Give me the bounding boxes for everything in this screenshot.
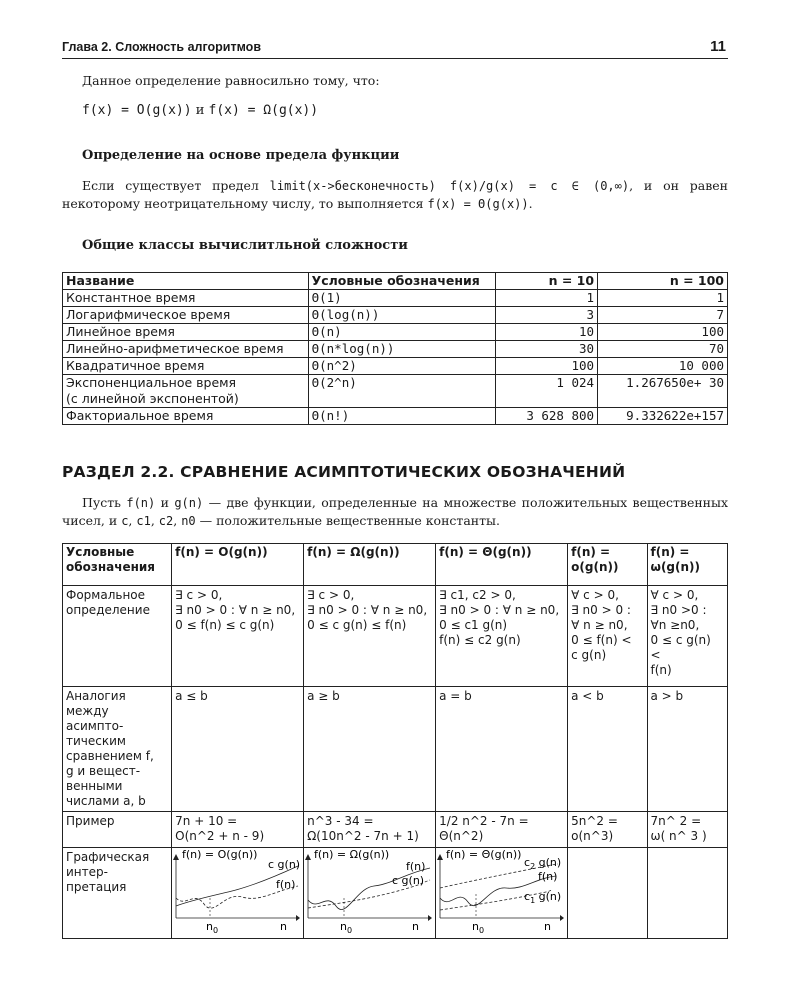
line: ∀n ≥n0, <box>650 618 700 632</box>
line: 7n^ 2 = <box>650 814 702 828</box>
y-arrow-icon <box>437 854 443 860</box>
line: ∀ c > 0, <box>650 588 699 602</box>
para-text: — две функции, определенные на множестве положительных вещественных чисел, и <box>62 495 728 528</box>
section-title: РАЗДЕЛ 2.2. СРАВНЕНИЕ АСИМПТОТИЧЕСКИХ ОБОЗНАЧЕНИЙ <box>62 463 626 481</box>
class-name-line: (с линейной экспонентой) <box>66 391 239 406</box>
n0-letter: n <box>206 920 214 933</box>
big-o-graph <box>172 848 303 934</box>
line: ∃ c > 0, <box>307 588 355 602</box>
example-cell <box>304 812 436 848</box>
row-label-formal: Формальное определение <box>63 586 172 687</box>
c-letter: c <box>524 890 531 903</box>
line: венными <box>66 779 123 793</box>
class-name: Квадратичное время <box>63 358 309 375</box>
upper-label <box>524 856 561 871</box>
line: f(n) <box>650 663 672 677</box>
para-text: и <box>155 495 175 510</box>
class-n10: 3 628 800 <box>496 408 598 425</box>
class-notation: Θ(n^2) <box>308 358 496 375</box>
big-theta-graph <box>436 848 567 934</box>
para-text: , <box>128 513 137 528</box>
n0-label <box>472 920 484 934</box>
line: между <box>66 704 109 718</box>
class-notation: Θ(2^n) <box>308 375 496 408</box>
x-arrow-icon <box>560 915 564 921</box>
line: числами a, b <box>66 794 146 808</box>
class-n10: 3 <box>496 307 598 324</box>
line: претация <box>66 880 127 894</box>
line: g и вещест- <box>66 764 141 778</box>
table-header-row <box>63 544 728 586</box>
line: интер- <box>66 865 108 879</box>
para-text: — положительные вещественные константы. <box>195 513 500 528</box>
class-notation: Θ(n) <box>308 324 496 341</box>
line: o(n^3) <box>571 829 614 843</box>
formula-big-o: f(x) = O(g(x)) <box>82 103 192 118</box>
line: c g(n) <box>571 648 607 662</box>
para-code: f(n) <box>126 496 156 510</box>
x-arrow-icon <box>296 915 300 921</box>
line: Ω(10n^2 - 7n + 1) <box>307 829 419 843</box>
limit-code-2: f(x) = Θ(g(x)) <box>427 197 529 211</box>
example-cell <box>436 812 568 848</box>
header-notation: Условные обозначения <box>63 544 172 586</box>
line: ∃ n0 > 0 : ∀ n ≥ n0, <box>175 603 296 617</box>
table-row <box>63 307 728 324</box>
table-row <box>63 586 728 687</box>
analogy-cell: a ≥ b <box>304 687 436 812</box>
axis-label: n <box>412 920 420 933</box>
graph-title: f(n) = Ω(g(n)) <box>314 848 390 861</box>
formal-cell <box>436 586 568 687</box>
example-cell <box>172 812 304 848</box>
equivalence-formula <box>82 103 318 118</box>
class-n10: 100 <box>496 358 598 375</box>
line: Θ(n^2) <box>439 829 484 843</box>
table-row <box>63 812 728 848</box>
analogy-cell: a < b <box>568 687 647 812</box>
graph-cell-big-omega <box>304 848 436 939</box>
formal-cell <box>568 586 647 687</box>
line: Аналогия <box>66 689 126 703</box>
class-notation: Θ(1) <box>308 290 496 307</box>
line: ∃ n0 > 0 : <box>571 603 631 617</box>
table-row <box>63 687 728 812</box>
line: ∃ n0 > 0 : ∀ n ≥ n0, <box>439 603 560 617</box>
class-n100: 1 <box>598 290 728 307</box>
line: ∃ c > 0, <box>175 588 223 602</box>
section-paragraph <box>62 494 728 530</box>
page-number: 11 <box>710 38 726 55</box>
class-n10: 1 <box>496 290 598 307</box>
n0-subscript: 0 <box>347 926 353 934</box>
lower-label <box>524 890 561 905</box>
axis-label: n <box>544 920 552 933</box>
line: 0 ≤ c g(n) < <box>650 633 711 662</box>
example-cell <box>568 812 647 848</box>
line: ∀ n ≥ n0, <box>571 618 628 632</box>
notation-comparison-table <box>62 543 728 939</box>
analogy-cell: a = b <box>436 687 568 812</box>
graph-cell-little-o <box>568 848 647 939</box>
line: ∃ c1, c2 > 0, <box>439 588 516 602</box>
header-big-o: f(n) = O(g(n)) <box>172 544 304 586</box>
c-subscript: 1 <box>530 896 536 905</box>
class-name: Константное время <box>63 290 309 307</box>
n0-subscript: 0 <box>479 926 485 934</box>
header-n10: n = 10 <box>496 273 598 290</box>
formula-and: и <box>191 103 209 118</box>
para-text: Пусть <box>82 495 127 510</box>
para-code: c1 <box>136 514 151 528</box>
big-omega-graph <box>304 848 435 934</box>
para-code: c2 <box>158 514 174 528</box>
class-n10: 1 024 <box>496 375 598 408</box>
y-arrow-icon <box>305 854 311 860</box>
table-row <box>63 341 728 358</box>
class-notation: Θ(log(n)) <box>308 307 496 324</box>
analogy-cell: a > b <box>647 687 727 812</box>
limit-code-1: limit(x->бесконечность) f(x)/g(x) = c ∈ (0,∞) <box>269 179 630 193</box>
header-notation: Условные обозначения <box>308 273 496 290</box>
limit-text-3: . <box>528 196 533 211</box>
c-letter: c <box>524 856 531 869</box>
line: ∃ n0 > 0 : ∀ n ≥ n0, <box>307 603 428 617</box>
lower-label: c g(n) <box>392 874 425 887</box>
table-row <box>63 375 728 408</box>
table-row <box>63 290 728 307</box>
c-subscript: 2 <box>530 862 536 871</box>
line: сравнением f, <box>66 749 154 763</box>
para-code: g(n) <box>174 496 204 510</box>
row-label-example: Пример <box>63 812 172 848</box>
n0-letter: n <box>340 920 348 933</box>
class-n10: 30 <box>496 341 598 358</box>
line: f(n) ≤ c2 g(n) <box>439 633 521 647</box>
limit-paragraph <box>62 177 728 213</box>
class-notation: Θ(n*log(n)) <box>308 341 496 358</box>
upper-label: f(n) <box>406 860 426 873</box>
n0-label <box>340 920 352 934</box>
header-name: Название <box>63 273 309 290</box>
line: 0 ≤ c1 g(n) <box>439 618 508 632</box>
analogy-cell: a ≤ b <box>172 687 304 812</box>
graph-title: f(n) = Θ(g(n)) <box>446 848 522 861</box>
table-row <box>63 848 728 939</box>
n0-label <box>206 920 218 934</box>
class-name: Линейно-арифметическое время <box>63 341 309 358</box>
class-name: Логарифмическое время <box>63 307 309 324</box>
formal-cell <box>172 586 304 687</box>
line: 1/2 n^2 - 7n = <box>439 814 529 828</box>
x-arrow-icon <box>428 915 432 921</box>
line: Графическая <box>66 850 150 864</box>
limit-heading: Определение на основе предела функции <box>82 148 400 163</box>
n0-subscript: 0 <box>213 926 219 934</box>
running-head <box>62 38 728 59</box>
graph-cell-big-o <box>172 848 304 939</box>
line: O(n^2 + n - 9) <box>175 829 265 843</box>
header-big-omega: f(n) = Ω(g(n)) <box>304 544 436 586</box>
line: асимпто- <box>66 719 124 733</box>
example-cell <box>647 812 727 848</box>
class-n100: 7 <box>598 307 728 324</box>
formal-cell <box>647 586 727 687</box>
chapter-title: Глава 2. Сложность алгоритмов <box>62 40 261 54</box>
line: 0 ≤ f(n) ≤ c g(n) <box>175 618 275 632</box>
header-big-theta: f(n) = Θ(g(n)) <box>436 544 568 586</box>
line: ∀ c > 0, <box>571 588 619 602</box>
class-name <box>63 375 309 408</box>
class-n10: 10 <box>496 324 598 341</box>
line: ∃ n0 >0 : <box>650 603 707 617</box>
table-header-row <box>63 273 728 290</box>
class-n100: 9.332622e+157 <box>598 408 728 425</box>
class-n100: 100 <box>598 324 728 341</box>
formal-cell <box>304 586 436 687</box>
formula-omega: f(x) = Ω(g(x)) <box>208 103 319 118</box>
lower-label: f(n) <box>276 878 296 891</box>
line: n^3 - 34 = <box>307 814 374 828</box>
class-name-line: Экспоненциальное время <box>66 375 237 390</box>
row-label-analogy <box>63 687 172 812</box>
complexity-classes-table <box>62 272 728 425</box>
row-label-graph <box>63 848 172 939</box>
header-n100: n = 100 <box>598 273 728 290</box>
header-little-omega: f(n) = ω(g(n)) <box>647 544 727 586</box>
header-little-o: f(n) = o(g(n)) <box>568 544 647 586</box>
graph-cell-big-theta <box>436 848 568 939</box>
table-row <box>63 408 728 425</box>
table-row <box>63 324 728 341</box>
axis-label: n <box>280 920 288 933</box>
g-text: g(n) <box>535 890 562 903</box>
line: 0 ≤ f(n) < <box>571 633 632 647</box>
limit-text-2: , и он равен некоторому неотрицательному числу, то выполняется <box>62 178 729 211</box>
class-n100: 1.267650e+ 30 <box>598 375 728 408</box>
line: 7n + 10 = <box>175 814 238 828</box>
class-name: Линейное время <box>63 324 309 341</box>
upper-label: c g(n) <box>268 858 301 871</box>
classes-heading: Общие классы вычислитльной сложности <box>82 238 408 253</box>
table-row <box>63 358 728 375</box>
g-text: g(n) <box>535 856 562 869</box>
para-text: , <box>173 513 182 528</box>
line: 0 ≤ c g(n) ≤ f(n) <box>307 618 407 632</box>
mid-label: f(n) <box>538 870 558 883</box>
y-arrow-icon <box>173 854 179 860</box>
para-code: c <box>121 514 129 528</box>
class-notation: Θ(n!) <box>308 408 496 425</box>
class-name: Факториальное время <box>63 408 309 425</box>
n0-letter: n <box>472 920 480 933</box>
limit-text-1: Если существует предел <box>82 178 270 193</box>
graph-cell-little-omega <box>647 848 727 939</box>
graph-title: f(n) = O(g(n)) <box>182 848 258 861</box>
class-n100: 10 000 <box>598 358 728 375</box>
line: 5n^2 = <box>571 814 618 828</box>
para-text: , <box>150 513 159 528</box>
para-code: n0 <box>181 514 196 528</box>
line: тическим <box>66 734 126 748</box>
class-n100: 70 <box>598 341 728 358</box>
line: ω( n^ 3 ) <box>650 829 707 843</box>
intro-paragraph: Данное определение равносильно тому, что: <box>82 73 380 88</box>
